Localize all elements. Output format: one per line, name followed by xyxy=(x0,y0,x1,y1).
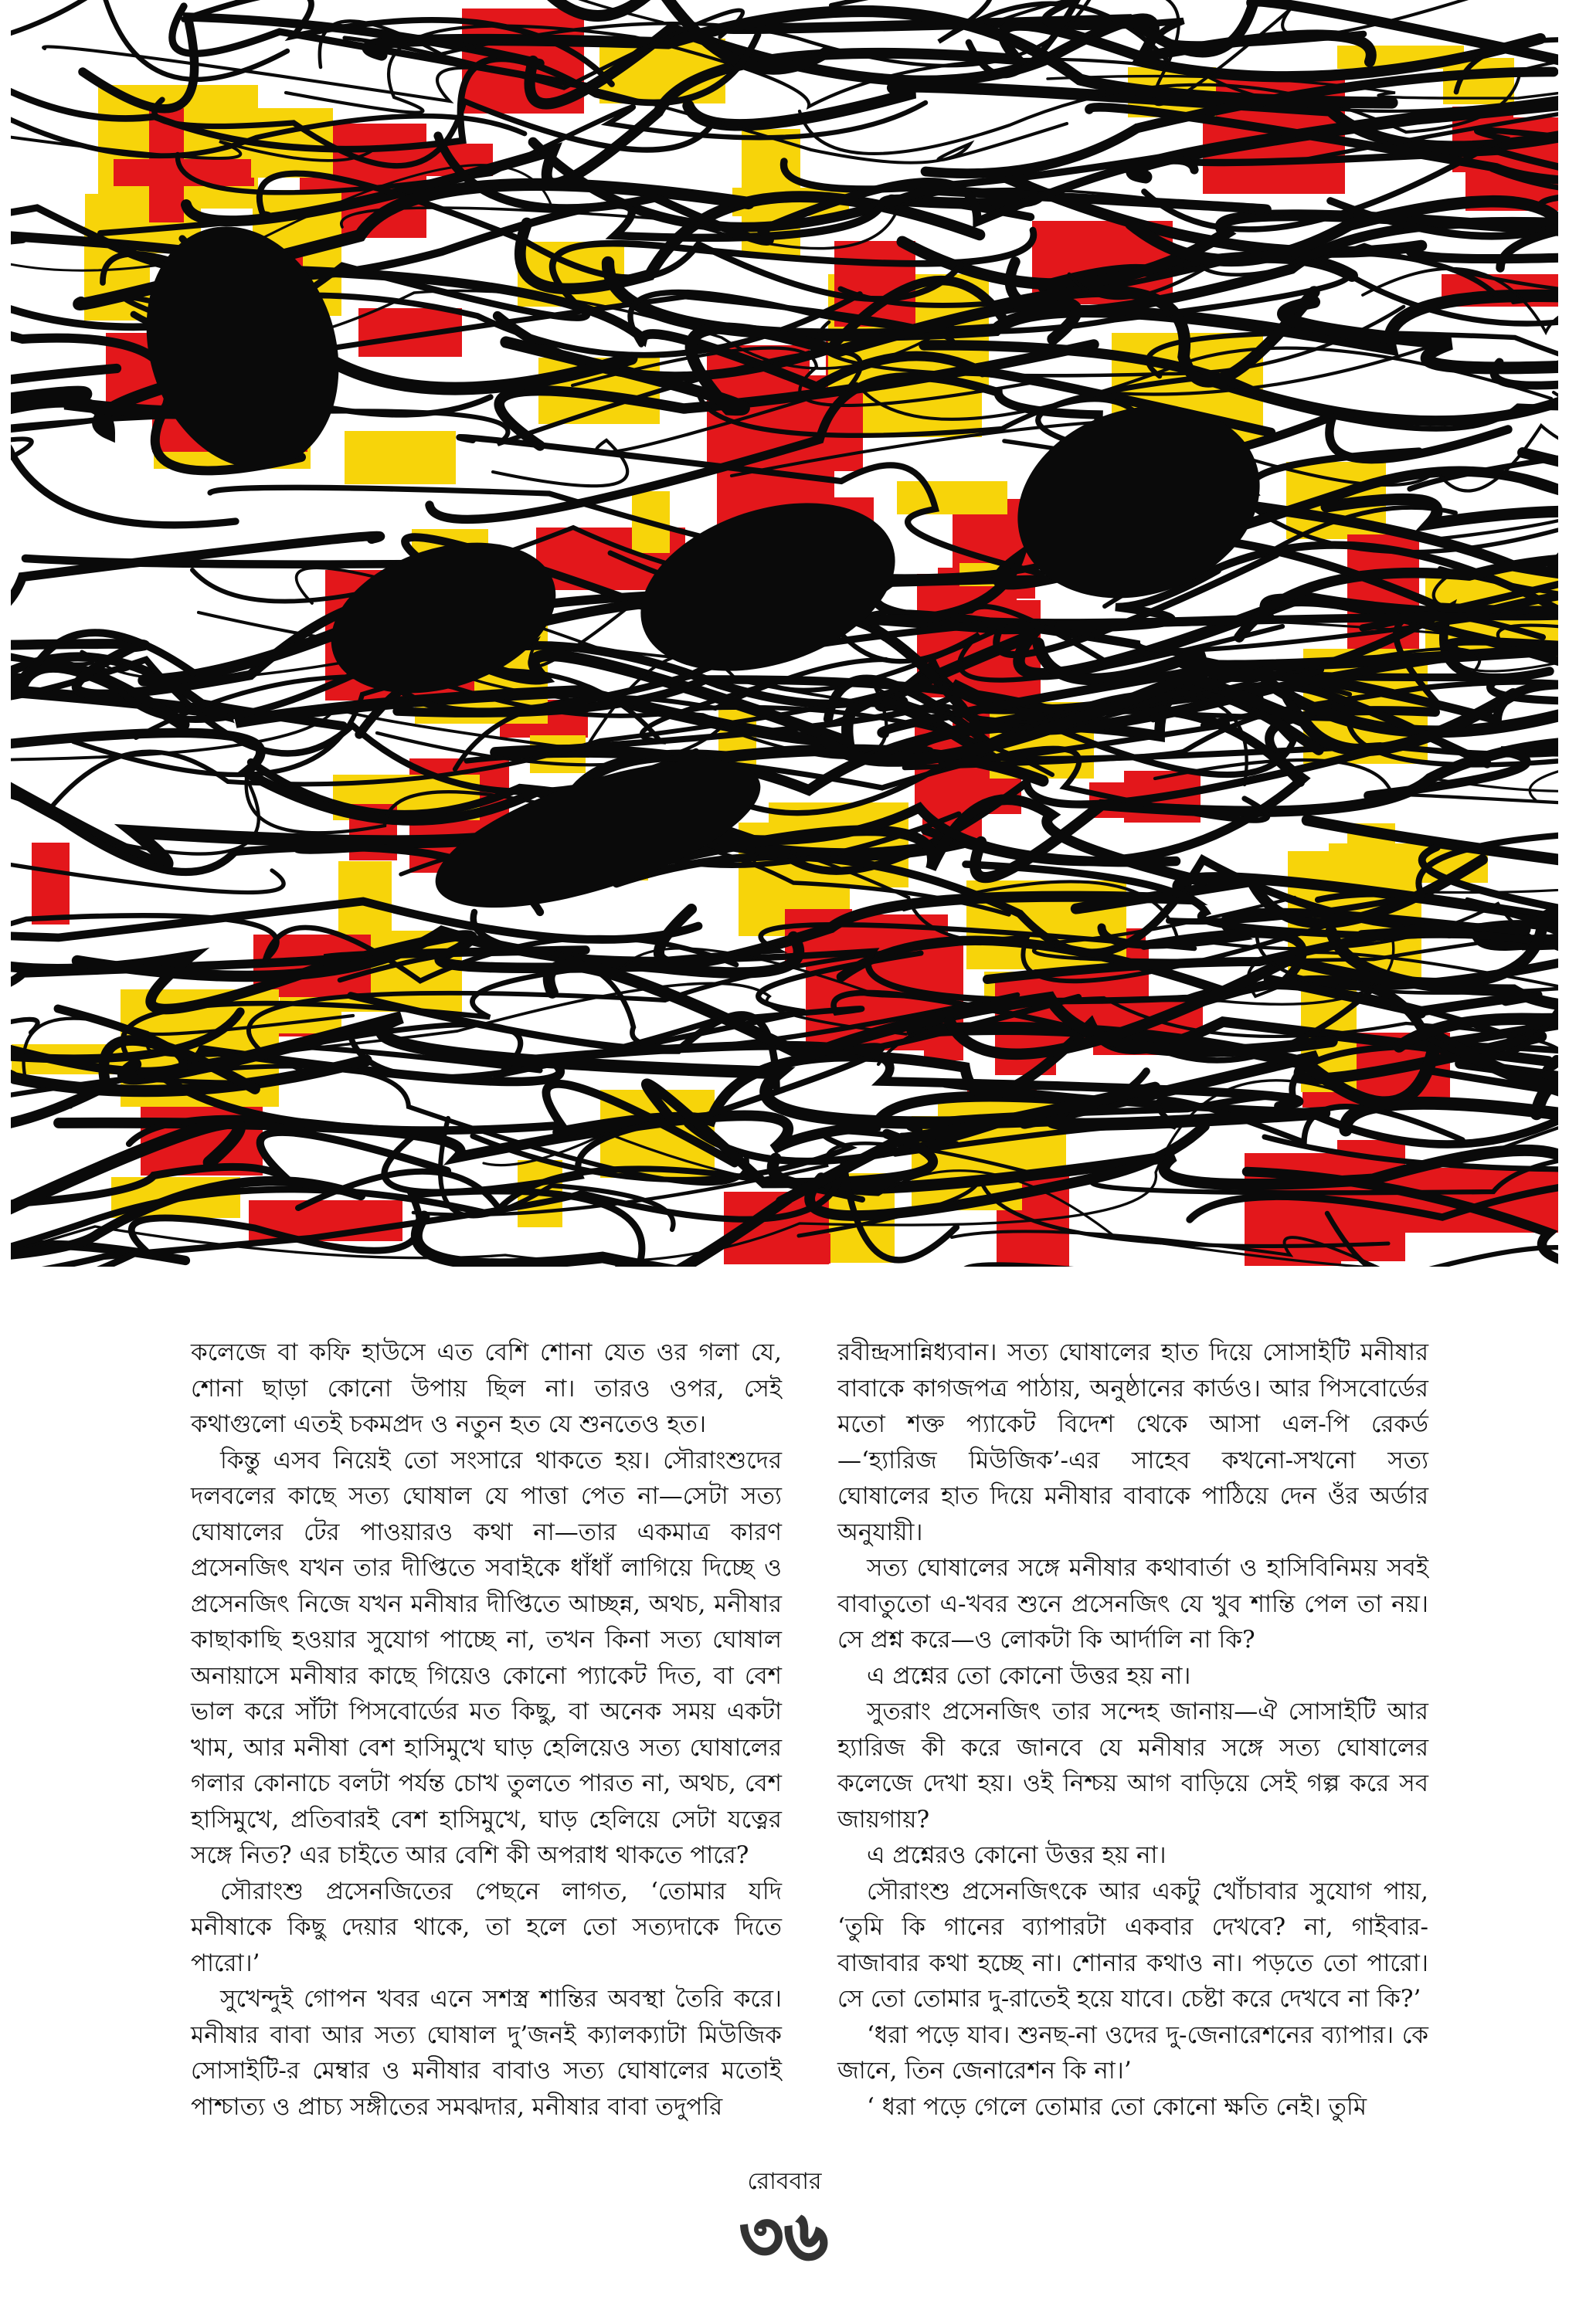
article-column-right xyxy=(837,1335,1428,2125)
art-color-block xyxy=(32,843,70,925)
article-column-left xyxy=(191,1335,782,2125)
paragraph: কলেজে বা কফি হাউসে এত বেশি শোনা যেত ওর গলা যে, শোনা ছাড়া কোনো উপায় ছিল না। তারও ওপর, সেই কথাগুলো এতই চকমপ্রদ ও নতুন হত যে শুনতেও হত। xyxy=(191,1338,782,1438)
paragraph: সৌরাংশু প্রসেনজিৎকে আর একটু খোঁচাবার সুযোগ পায়, ‘তুমি কি গানের ব্যাপারটা একবার দেখবে? না, গাইবার-বাজাবার কথা হচ্ছে না। শোনার কথাও না। পড়তে তো পারো। সে তো তোমার দু-রাতেই হয়ে যাবে। চেষ্টা করে দেখবে না কি?’ xyxy=(837,1877,1428,2013)
paragraph: সৌরাংশু প্রসেনজিতের পেছনে লাগত, ‘তোমার যদি মনীষাকে কিছু দেয়ার থাকে, তা হলে তো সত্যদাকে দিতে পারো।’ xyxy=(191,1877,782,1977)
paragraph: ‘ ধরা পড়ে গেলে তোমার তো কোনো ক্ষতি নেই। তুমি xyxy=(867,2092,1367,2121)
paragraph: এ প্রশ্নের তো কোনো উত্তর হয় না। xyxy=(867,1661,1191,1690)
art-scribble-stroke xyxy=(11,239,22,365)
art-color-block xyxy=(897,481,1007,514)
page-footer xyxy=(0,2163,1569,2275)
paragraph: সত্য ঘোষালের সঙ্গে মনীষার কথাবার্তা ও হাসিবিনিময় সবই বাবাতুতো এ-খবর শুনে প্রসেনজিৎ যে খুব শান্তি পেল তা নয়। সে প্রশ্ন করে—ও লোকটা কি আর্দালি না কি? xyxy=(837,1554,1428,1654)
art-color-block xyxy=(338,861,392,932)
abstract-scribble-portrait xyxy=(11,0,1558,1267)
paragraph: সুতরাং প্রসেনজিৎ তার সন্দেহ জানায়—ঐ সোসাইটি আর হ্যারিজ কী করে জানবে যে মনীষার সঙ্গে সত্য ঘোষালের কলেজে দেখা হয়। ওই নিশ্চয় আগ বাড়িয়ে সেই গল্প করে সব জায়গায়? xyxy=(837,1698,1428,1834)
magazine-name: রোববার xyxy=(747,2168,822,2195)
illustration-artwork xyxy=(11,0,1558,1267)
paragraph: রবীন্দ্রসান্নিধ্যবান। সত্য ঘোষালের হাত দিয়ে সোসাইটি মনীষার বাবাকে কাগজপত্র পাঠায়, অনুষ্ঠানের কার্ডও। আর পিসবোর্ডের মতো শক্ত প্যাকেট বিদেশ থেকে আসা এল-পি রেকর্ড—‘হ্যারিজ মিউজিক’-এর সাহেব কখনো-সখনো সত্য ঘোষালের হাত দিয়ে মনীষার বাবাকে পাঠিয়ে দেন ওঁর অর্ডার অনুযায়ী। xyxy=(837,1338,1428,1546)
paragraph: কিন্তু এসব নিয়েই তো সংসারে থাকতে হয়। সৌরাংশুদের দলবলের কাছে সত্য ঘোষাল যে পাত্তা পেত না—সেটা সত্য ঘোষালের টের পাওয়ারও কথা না—তার একমাত্র কারণ প্রসেনজিৎ যখন তার দীপ্তিতে সবাইকে ধাঁধাঁ লাগিয়ে দিচ্ছে ও প্রসেনজিৎ নিজে যখন মনীষার দীপ্তিতে আচ্ছন্ন, অথচ, মনীষার কাছাকাছি হওয়ার সুযোগ পাচ্ছে না, তখন কিনা সত্য ঘোষাল অনায়াসে মনীষার কাছে গিয়েও কোনো প্যাকেট দিত, বা বেশ ভাল করে সাঁটা পিসবোর্ডের মত কিছু, বা অনেক সময় একটা খাম, আর মনীষা বেশ হাসিমুখে ঘাড় হেলিয়েও সত্য ঘোষালের গলার কোনাচে বলটা পর্যন্ত চোখ তুলতে পারত না, অথচ, বেশ হাসিমুখে, প্রতিবারই বেশ হাসিমুখে, ঘাড় হেলিয়ে সেটা যত্নের সঙ্গে নিত? এর চাইতে আর বেশি কী অপরাধ থাকতে পারে? xyxy=(191,1446,782,1869)
paragraph: ‘ধরা পড়ে যাব। শুনছ-না ওদের দু-জেনারেশনের ব্যাপার। কে জানে, তিন জেনারেশন কি না।’ xyxy=(837,2020,1428,2085)
paragraph: সুখেন্দুই গোপন খবর এনে সশস্ত্র শান্তির অবস্থা তৈরি করে। মনীষার বাবা আর সত্য ঘোষাল দু’জনই ক্যালক্যাটা মিউজিক সোসাইটি-র মেম্বার ও মনীষার বাবাও সত্য ঘোষালের মতোই পাশ্চাত্য ও প্রাচ্য সঙ্গীতের সমঝদার, মনীষার বাবা তদুপরি xyxy=(191,1985,782,2121)
paragraph: এ প্রশ্নেরও কোনো উত্তর হয় না। xyxy=(867,1841,1167,1869)
page-number: ৩৬ xyxy=(739,2198,830,2275)
art-color-block xyxy=(345,431,456,484)
